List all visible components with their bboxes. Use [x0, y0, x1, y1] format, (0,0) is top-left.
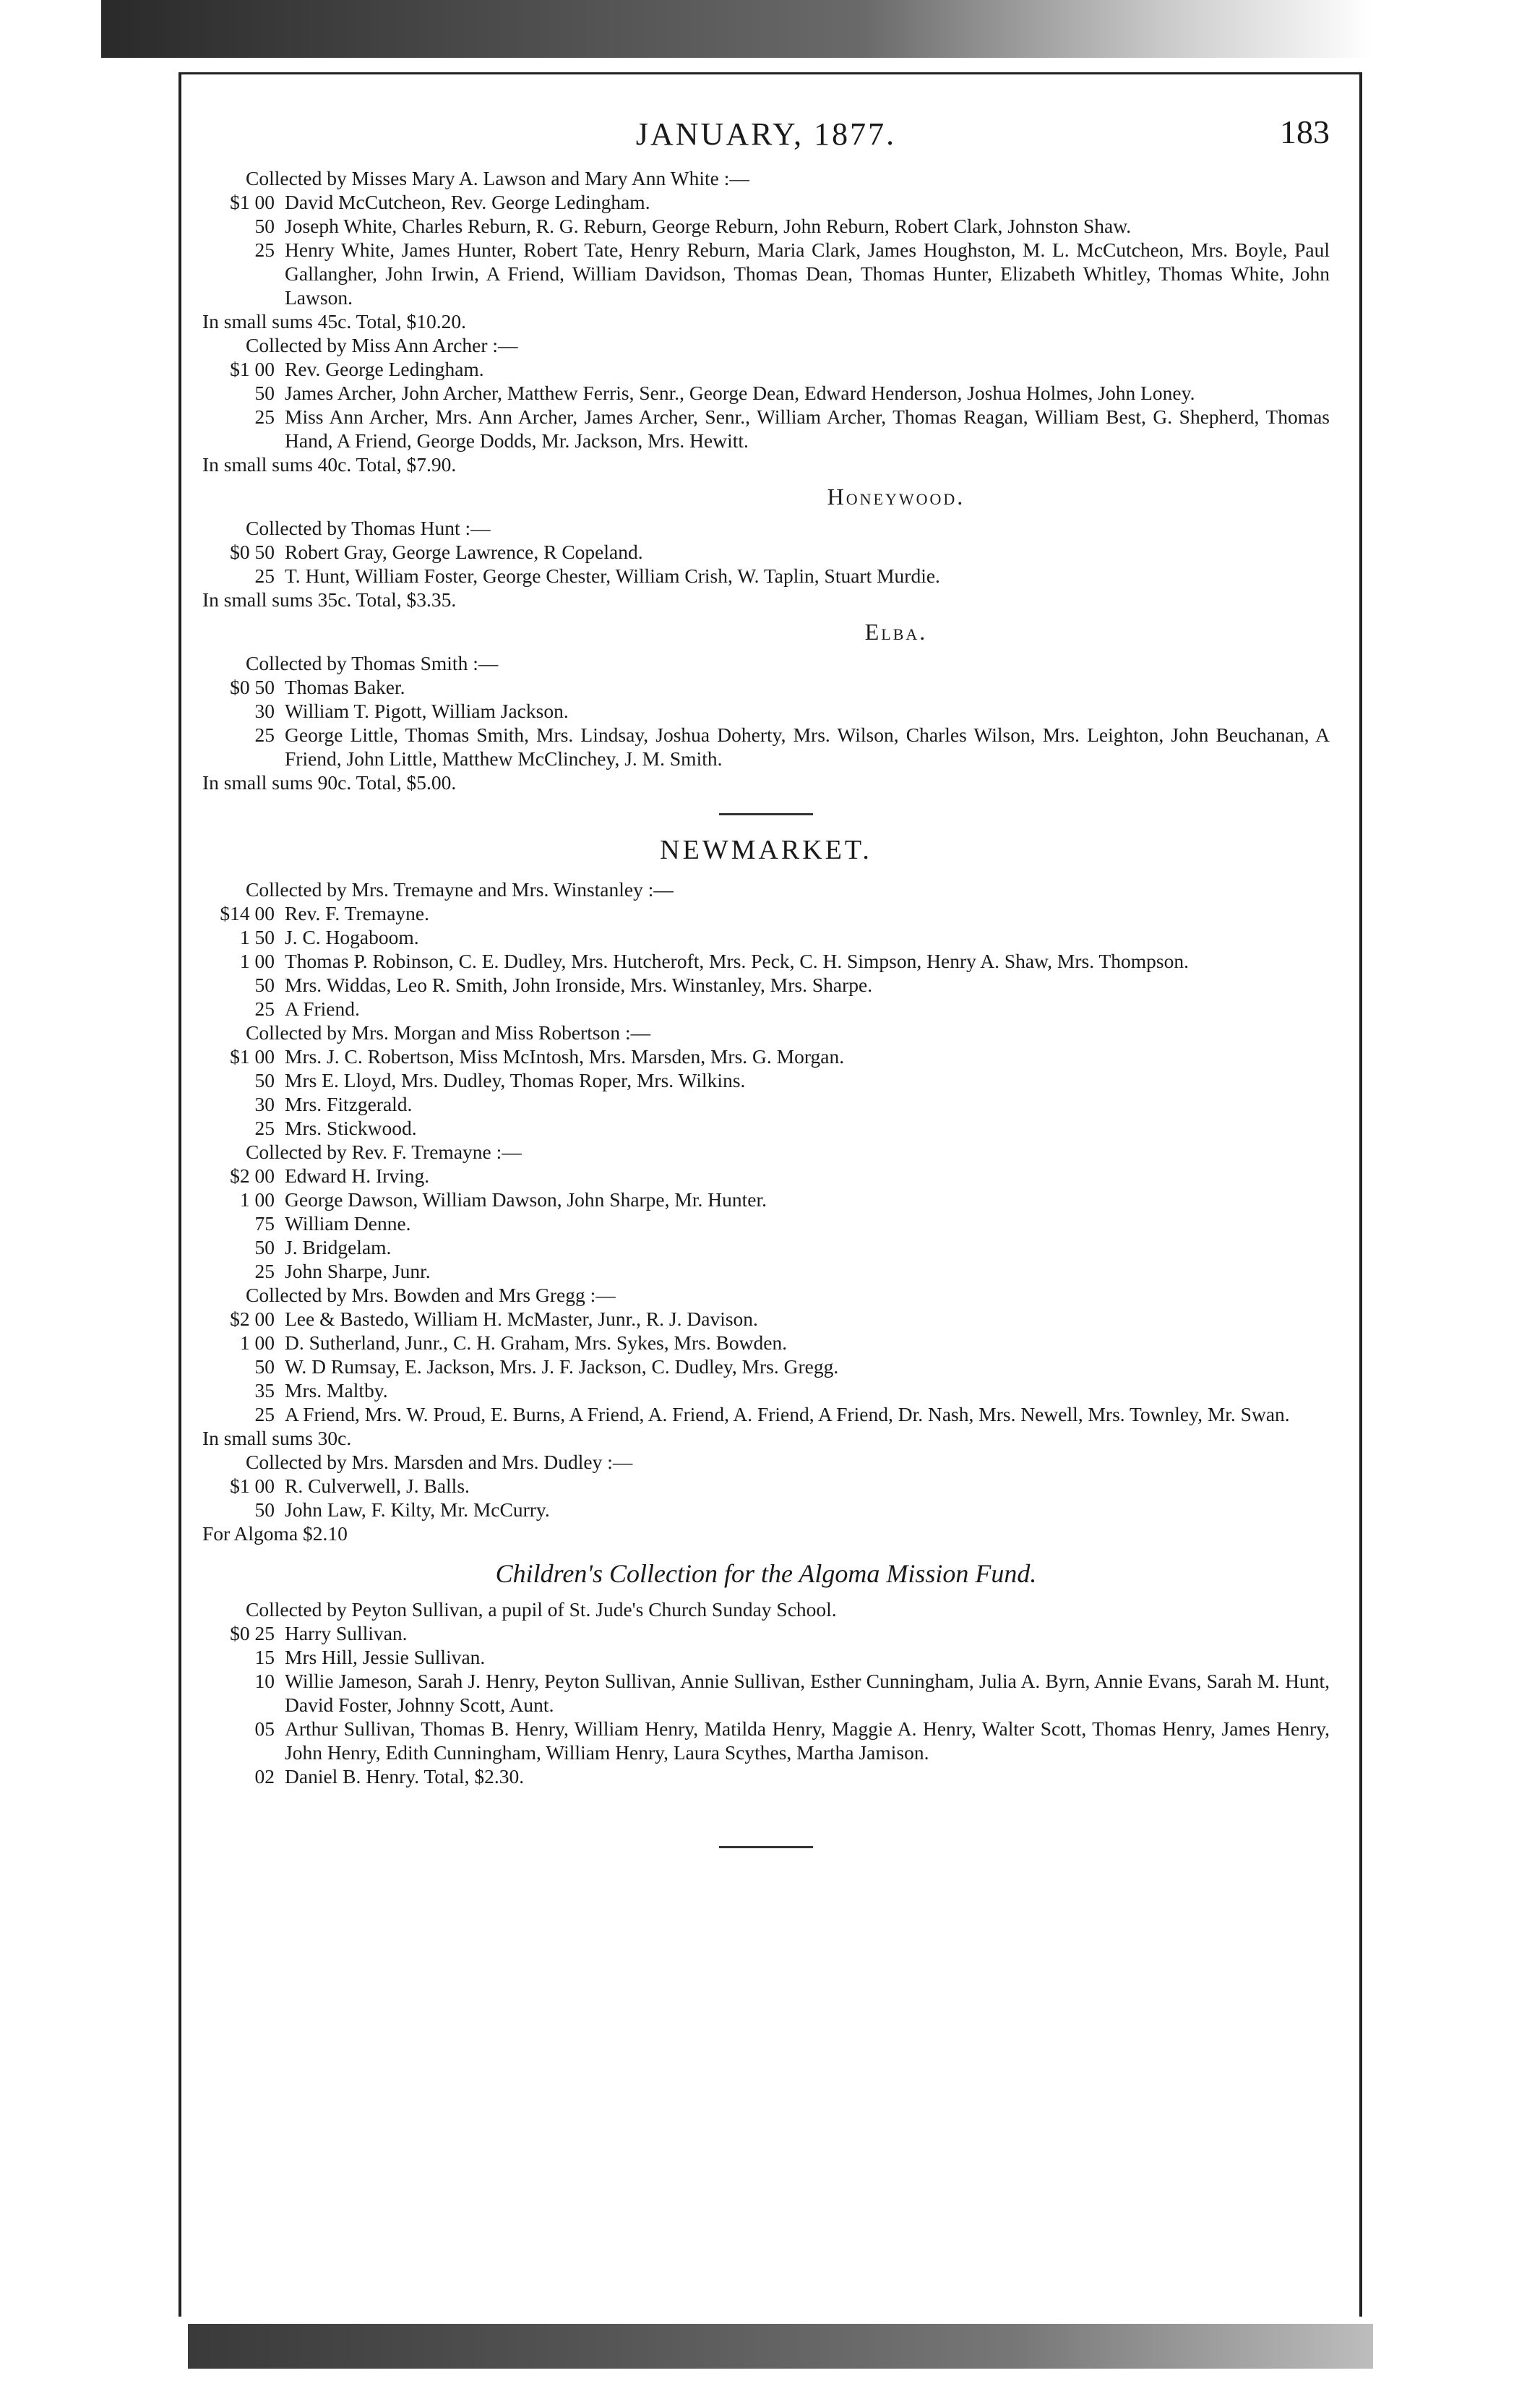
donor-names: Mrs. Widdas, Leo R. Smith, John Ironside, Mrs. Winstanley, Mrs. Sharpe. [285, 974, 873, 996]
summary-line: For Algoma $2.10 [202, 1522, 348, 1545]
collector-line: Collected by Mrs. Marsden and Mrs. Dudley :— [246, 1451, 633, 1473]
donor-names: Rev. F. Tremayne. [285, 902, 429, 924]
donation-row [202, 1164, 1330, 1188]
donation-row [202, 1764, 1330, 1788]
page-number: 183 [1280, 113, 1330, 150]
donation-row [202, 1092, 1330, 1116]
fund-heading: Children's Collection for the Algoma Mission Fund. [495, 1559, 1037, 1588]
donation-row [202, 973, 1330, 997]
donation-row [202, 997, 1330, 1021]
collector-line: Collected by Rev. F. Tremayne :— [246, 1141, 522, 1163]
donation-amount: 50 [254, 1069, 275, 1091]
donation-row [202, 1116, 1330, 1140]
donor-names: David McCutcheon, Rev. George Ledingham. [285, 191, 650, 213]
donor-names: Thomas P. Robinson, C. E. Dudley, Mrs. Hutcheroft, Mrs. Peck, C. H. Simpson, Henry A. Shaw, Mrs. Thompson. [285, 950, 1189, 972]
donation-amount: $0 50 [230, 676, 275, 698]
donor-names: William Denne. [285, 1212, 411, 1235]
donation-amount: 50 [254, 382, 275, 404]
donor-names: W. D Rumsay, E. Jackson, Mrs. J. F. Jackson, C. Dudley, Mrs. Gregg. [285, 1355, 839, 1378]
donation-amount: $14 00 [220, 902, 275, 924]
donor-names: John Law, F. Kilty, Mr. McCurry. [285, 1498, 550, 1521]
donor-names: R. Culverwell, J. Balls. [285, 1475, 470, 1497]
donor-names: Daniel B. Henry. Total, $2.30. [285, 1765, 525, 1788]
scan-bottom-edge [188, 2324, 1373, 2369]
donation-amount: $1 00 [230, 1045, 275, 1068]
summary-line: In small sums 40c. Total, $7.90. [202, 453, 457, 476]
donor-names: Rev. George Ledingham. [285, 358, 484, 380]
collector-line: Collected by Mrs. Morgan and Miss Robertson :— [246, 1021, 651, 1044]
donation-amount: 35 [254, 1379, 275, 1402]
donation-amount: 50 [254, 974, 275, 996]
scan-top-edge [101, 0, 1373, 58]
place-heading: Elba. [864, 619, 928, 645]
page-content [202, 108, 1330, 1848]
donation-amount: 15 [254, 1646, 275, 1668]
page-border-top [178, 72, 1362, 74]
donation-amount: 05 [254, 1717, 275, 1740]
page-border-left [178, 72, 181, 2317]
donation-amount: 30 [254, 700, 275, 722]
collector-line: Collected by Mrs. Bowden and Mrs Gregg :— [246, 1284, 616, 1306]
donation-amount: $0 25 [230, 1622, 275, 1644]
donation-row [202, 901, 1330, 925]
donor-names: T. Hunt, William Foster, George Chester, William Crish, W. Taplin, Stuart Murdie. [285, 565, 940, 587]
donor-names: Thomas Baker. [285, 676, 405, 698]
donation-row [202, 214, 1330, 238]
donor-names: Willie Jameson, Sarah J. Henry, Peyton Sullivan, Annie Sullivan, Esther Cunningham, Julia A. Byrn, Annie Evans, Sarah M. Hunt, David Foster, Johnny Scott, Aunt. [285, 1670, 1330, 1716]
donor-names: George Dawson, William Dawson, John Sharpe, Mr. Hunter. [285, 1188, 767, 1211]
donation-amount: 25 [254, 1403, 275, 1425]
donor-names: Mrs Hill, Jessie Sullivan. [285, 1646, 486, 1668]
donation-amount: $1 00 [230, 1475, 275, 1497]
donation-amount: 50 [254, 1498, 275, 1521]
donation-row [202, 675, 1330, 699]
donation-row [202, 1355, 1330, 1378]
donation-row [202, 1402, 1330, 1426]
donation-row [202, 1188, 1330, 1211]
subscription-list [202, 166, 1330, 1848]
donation-amount: $1 00 [230, 191, 275, 213]
donor-names: D. Sutherland, Junr., C. H. Graham, Mrs. Sykes, Mrs. Bowden. [285, 1331, 788, 1354]
donor-names: Miss Ann Archer, Mrs. Ann Archer, James Archer, Senr., William Archer, Thomas Reagan, William Best, G. Shepherd, Thomas Hand, A Friend, George Dodds, Mr. Jackson, Mrs. Hewitt. [285, 405, 1330, 452]
donation-amount: 1 00 [239, 1188, 275, 1211]
donor-names: Lee & Bastedo, William H. McMaster, Junr., R. J. Davison. [285, 1308, 758, 1330]
donor-names: William T. Pigott, William Jackson. [285, 700, 569, 722]
page-title: JANUARY, 1877. [635, 116, 897, 152]
donation-row [202, 949, 1330, 973]
donor-names: James Archer, John Archer, Matthew Ferris, Senr., George Dean, Edward Henderson, Joshua Holmes, John Loney. [285, 382, 1195, 404]
donation-amount: 30 [254, 1093, 275, 1115]
donor-names: Mrs E. Lloyd, Mrs. Dudley, Thomas Roper, Mrs. Wilkins. [285, 1069, 746, 1091]
donation-row [202, 1378, 1330, 1402]
collector-line: Collected by Thomas Hunt :— [246, 517, 491, 539]
donation-amount: 50 [254, 1355, 275, 1378]
donation-amount: 1 00 [239, 1331, 275, 1354]
donor-names: J. Bridgelam. [285, 1236, 392, 1258]
donor-names: George Little, Thomas Smith, Mrs. Lindsay, Joshua Doherty, Mrs. Wilson, Charles Wilson, Mrs. Leighton, John Beuchanan, A Friend, John Little, Matthew McClinchey, J. M. Smith. [285, 724, 1330, 770]
donation-row [202, 1068, 1330, 1092]
donation-amount: 25 [254, 1260, 275, 1282]
donation-row [202, 1331, 1330, 1355]
donation-row [202, 357, 1330, 381]
collector-line: Collected by Miss Ann Archer :— [246, 334, 518, 356]
donation-row [202, 1645, 1330, 1669]
donor-names: A Friend. [285, 997, 360, 1020]
donation-amount: 50 [254, 215, 275, 237]
donation-amount: 75 [254, 1212, 275, 1235]
donation-row [202, 1717, 1330, 1764]
donation-row [202, 925, 1330, 949]
donation-row [202, 1307, 1330, 1331]
donor-names: Mrs. J. C. Robertson, Miss McIntosh, Mrs. Marsden, Mrs. G. Morgan. [285, 1045, 845, 1068]
donor-names: Mrs. Maltby. [285, 1379, 388, 1402]
donation-amount: $0 50 [230, 541, 275, 563]
donor-names: J. C. Hogaboom. [285, 926, 419, 948]
donor-names: Mrs. Fitzgerald. [285, 1093, 413, 1115]
collector-line: Collected by Thomas Smith :— [246, 652, 499, 674]
donation-row [202, 1211, 1330, 1235]
donation-row [202, 723, 1330, 771]
donor-names: Harry Sullivan. [285, 1622, 408, 1644]
donor-names: Edward H. Irving. [285, 1164, 430, 1187]
donation-amount: $2 00 [230, 1308, 275, 1330]
donor-names: Arthur Sullivan, Thomas B. Henry, William Henry, Matilda Henry, Maggie A. Henry, Walter Scott, Thomas Henry, James Henry, John Henry, Edith Cunningham, William Henry, Laura Scythes, Martha Jamison. [285, 1717, 1330, 1764]
donation-row [202, 1621, 1330, 1645]
section-heading: NEWMARKET. [660, 835, 872, 865]
summary-line: In small sums 45c. Total, $10.20. [202, 310, 466, 332]
summary-line: In small sums 90c. Total, $5.00. [202, 771, 457, 794]
donation-amount: 10 [254, 1670, 275, 1692]
donation-amount: $1 00 [230, 358, 275, 380]
donor-names: Robert Gray, George Lawrence, R Copeland. [285, 541, 643, 563]
donation-row [202, 699, 1330, 723]
donation-row [202, 405, 1330, 452]
donation-row [202, 1474, 1330, 1498]
running-head [202, 108, 1330, 166]
donation-amount: 25 [254, 997, 275, 1020]
donation-amount: 25 [254, 405, 275, 428]
page-border-right [1359, 72, 1362, 2317]
donation-row [202, 1669, 1330, 1717]
section-rule [719, 813, 813, 815]
collector-line: Collected by Mrs. Tremayne and Mrs. Winstanley :— [246, 878, 674, 901]
summary-line: In small sums 30c. [202, 1427, 352, 1449]
donation-row [202, 1259, 1330, 1283]
donation-amount: 50 [254, 1236, 275, 1258]
donor-names: Henry White, James Hunter, Robert Tate, Henry Reburn, Maria Clark, James Houghston, M. L. McCutcheon, Mrs. Boyle, Paul Gallangher, John Irwin, A Friend, William Davidson, Thomas Dean, Thomas Hunter, Elizabeth Whitley, Thomas White, John Lawson. [285, 239, 1330, 309]
summary-line: In small sums 35c. Total, $3.35. [202, 588, 457, 611]
donor-names: John Sharpe, Junr. [285, 1260, 431, 1282]
donation-amount: 1 00 [239, 950, 275, 972]
donation-row [202, 238, 1330, 309]
donation-row [202, 540, 1330, 564]
donation-row [202, 381, 1330, 405]
donation-row [202, 1235, 1330, 1259]
donation-amount: 1 50 [239, 926, 275, 948]
donation-amount: 25 [254, 724, 275, 746]
donor-names: Mrs. Stickwood. [285, 1117, 417, 1139]
donor-names: Joseph White, Charles Reburn, R. G. Reburn, George Reburn, John Reburn, Robert Clark, Johnston Shaw. [285, 215, 1132, 237]
donation-amount: 25 [254, 565, 275, 587]
donation-row [202, 1044, 1330, 1068]
collector-line: Collected by Misses Mary A. Lawson and Mary Ann White :— [246, 167, 749, 189]
donation-amount: $2 00 [230, 1164, 275, 1187]
donation-amount: 02 [254, 1765, 275, 1788]
donation-amount: 25 [254, 239, 275, 261]
donation-row [202, 190, 1330, 214]
donation-row [202, 1498, 1330, 1522]
collector-line: Collected by Peyton Sullivan, a pupil of St. Jude's Church Sunday School. [246, 1598, 837, 1621]
donation-row [202, 564, 1330, 588]
place-heading: Honeywood. [827, 484, 965, 510]
donation-amount: 25 [254, 1117, 275, 1139]
donor-names: A Friend, Mrs. W. Proud, E. Burns, A Friend, A. Friend, A. Friend, A Friend, Dr. Nash, Mrs. Newell, Mrs. Townley, Mr. Swan. [285, 1403, 1290, 1425]
section-rule [719, 1846, 813, 1848]
